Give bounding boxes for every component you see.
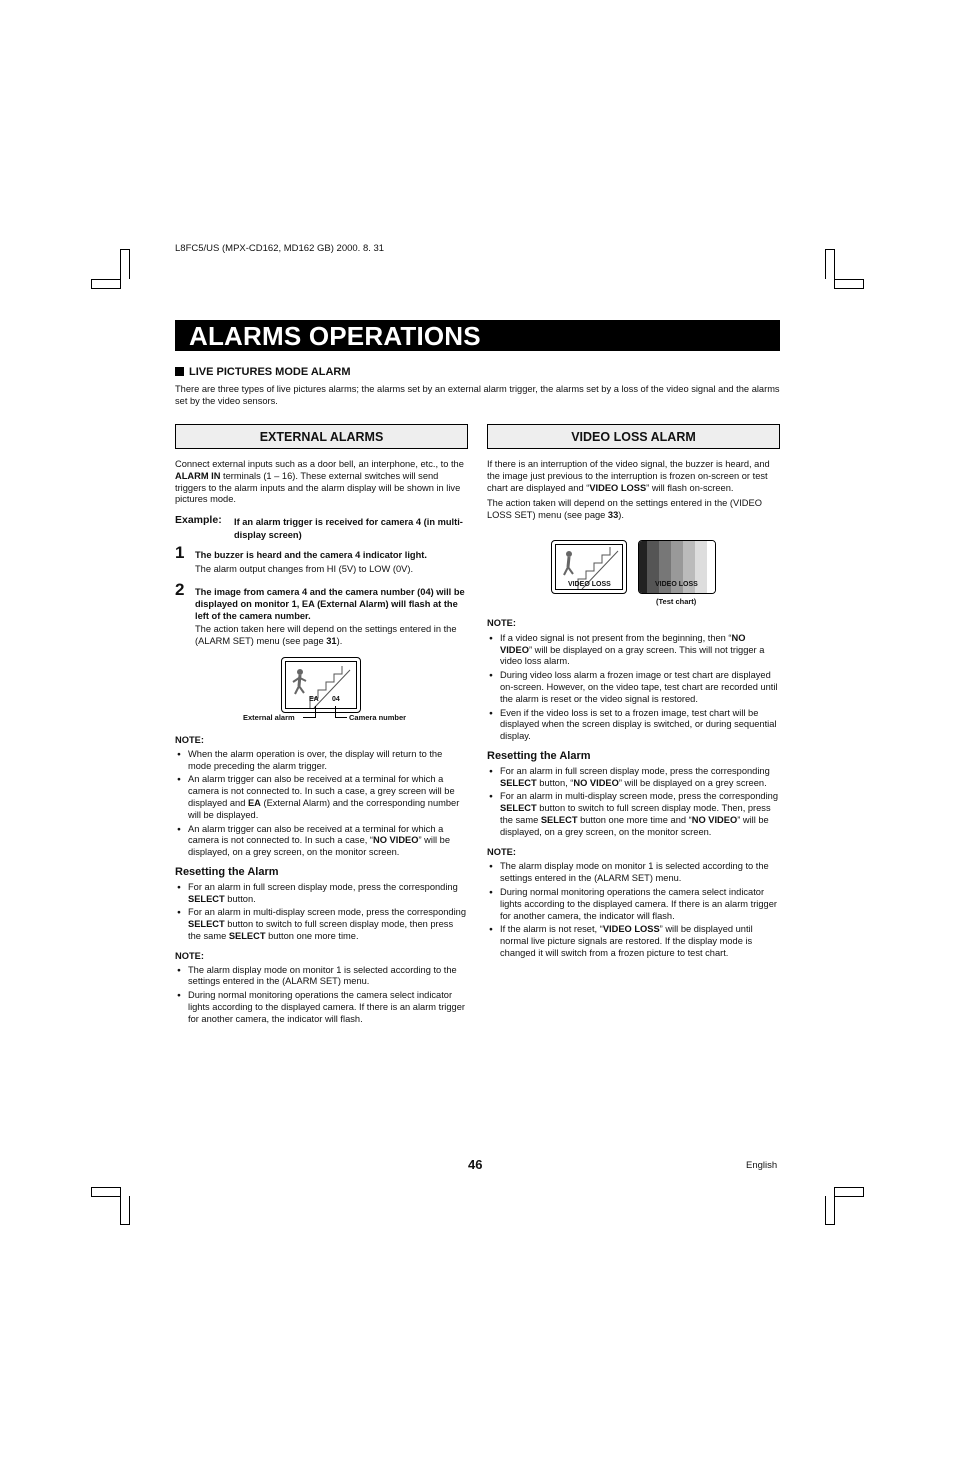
- crop-mark: [120, 1187, 121, 1225]
- crop-mark: [120, 1224, 130, 1225]
- step-1: [195, 550, 468, 576]
- crop-mark: [91, 288, 120, 289]
- example-text: If an alarm trigger is received for camera 4 (in multi-display screen): [234, 517, 463, 540]
- external-alarms-column: [175, 459, 468, 506]
- test-chart-figure: [638, 540, 716, 594]
- video-loss-settings: The action taken will depend on the settings entered in the (VIDEO LOSS SET) menu (see page 33).: [487, 498, 762, 521]
- page-number: 46: [468, 1157, 483, 1172]
- section-heading: LIVE PICTURES MODE ALARM: [175, 366, 351, 378]
- crop-mark: [129, 1196, 130, 1225]
- note-item: ● When the alarm operation is over, the display will return to the mode preceding the alarm trigger.: [175, 749, 468, 773]
- right-notes: [487, 618, 780, 962]
- reset-item: ● For an alarm in full screen display mode, press the corresponding SELECT button, “NO VIDEO” will be displayed on a grey screen.: [487, 766, 780, 790]
- crop-mark: [834, 1196, 864, 1197]
- step-2-title: The image from camera 4 and the camera number (04) will be displayed on monitor 1, EA (External Alarm) will flash at the left of the camera number.: [195, 587, 465, 621]
- video-loss-alarm-heading: VIDEO LOSS ALARM: [487, 424, 780, 449]
- note-item: ● If the alarm is not reset, “VIDEO LOSS” will be displayed until normal live picture signals are restored. If the display mode is changed it will switch from a frozen picture to test chart.: [487, 924, 780, 959]
- stairs-person-icon: [286, 662, 358, 710]
- note-item: ● The alarm display mode on monitor 1 is selected according to the settings entered in the (ALARM SET) menu.: [175, 965, 468, 989]
- language-label: English: [746, 1160, 778, 1171]
- video-loss-overlay: VIDEO LOSS: [568, 581, 611, 588]
- external-alarm-indicator: EA: [309, 696, 319, 703]
- frozen-image-figure: [551, 540, 627, 594]
- video-loss-column: [487, 459, 780, 522]
- crop-mark: [834, 1187, 864, 1188]
- note-label: NOTE:: [487, 618, 516, 628]
- crop-mark: [129, 249, 130, 279]
- step-1-title: The buzzer is heard and the camera 4 indicator light.: [195, 550, 427, 560]
- crop-mark: [825, 249, 826, 279]
- crop-mark: [834, 249, 835, 289]
- reset-item: ● For an alarm in full screen display mode, press the corresponding SELECT button.: [175, 882, 468, 906]
- note-item: ● During video loss alarm a frozen image or test chart are displayed on-screen. However, on the video tape, test chart are recorded until the alarm is reset or the video signal is restored.: [487, 670, 780, 705]
- external-alarm-label: External alarm: [243, 713, 295, 722]
- video-loss-overlay: VIDEO LOSS: [655, 581, 698, 588]
- square-bullet-icon: [175, 367, 184, 376]
- crop-mark: [863, 1187, 864, 1197]
- crop-mark: [834, 288, 864, 289]
- crop-mark: [91, 279, 120, 280]
- step-2: [195, 587, 468, 648]
- monitor-figure: [281, 657, 361, 713]
- example-block: [175, 514, 468, 540]
- note-item: ● If a video signal is not present from the beginning, then “NO VIDEO” will be displayed on a gray screen. This will not trigger a video loss alarm.: [487, 633, 780, 668]
- resetting-alarm-heading: Resetting the Alarm: [175, 865, 279, 878]
- crop-mark: [91, 1187, 92, 1197]
- video-loss-intro: If there is an interruption of the video signal, the buzzer is heard, and the image just previous to the interruption is frozen on-screen or test chart are displayed and “VIDEO LOSS” will flash on-screen.: [487, 459, 770, 493]
- monitor-screen: [285, 661, 357, 709]
- note-item: ● An alarm trigger can also be received at a terminal for which a camera is not connected to. In such a case, “NO VIDEO” will be displayed, on a grey screen, on the monitor screen.: [175, 824, 468, 859]
- callout-line: [303, 717, 316, 718]
- page-title: ALARMS OPERATIONS: [189, 321, 481, 351]
- left-notes: [175, 735, 468, 1028]
- note-label: NOTE:: [175, 950, 204, 961]
- camera-number-indicator: 04: [332, 696, 340, 703]
- reset-item: ● For an alarm in multi-display screen mode, press the corresponding SELECT button to switch to full screen display mode, then press the same SELECT button one more time.: [175, 907, 468, 942]
- resetting-alarm-heading: Resetting the Alarm: [487, 749, 591, 762]
- external-alarms-heading: EXTERNAL ALARMS: [175, 424, 468, 449]
- callout-line: [335, 717, 347, 718]
- note-item: ● An alarm trigger can also be received at a terminal for which a camera is not connected to. In such a case, a grey screen will be displayed and EA (External Alarm) and the corresponding number will be displayed.: [175, 774, 468, 821]
- note-item: ● During normal monitoring operations the camera select indicator lights according to the displayed camera. If there is an alarm trigger for another camera, the indicator will flash.: [175, 990, 468, 1025]
- step-1-text: The alarm output changes from HI (5V) to LOW (0V).: [195, 563, 414, 574]
- step-2-number: 2: [175, 580, 185, 599]
- crop-mark: [91, 1187, 120, 1188]
- page-title-bar: [175, 320, 780, 351]
- note-item: ● During normal monitoring operations the camera select indicator lights according to the displayed camera. If there is an alarm trigger for another camera, the indicator will flash.: [487, 887, 780, 922]
- crop-mark: [91, 1196, 120, 1197]
- step-2-text: The action taken here will depend on the settings entered in the (ALARM SET) menu (see page 31).: [195, 624, 457, 647]
- crop-mark: [120, 249, 130, 250]
- note-label: NOTE:: [487, 846, 516, 857]
- note-item: ● Even if the video loss is set to a frozen image, test chart will be displayed when the screen display is switched, or during sequential display.: [487, 708, 780, 743]
- crop-mark: [120, 249, 121, 289]
- test-chart-caption: (Test chart): [656, 597, 697, 606]
- camera-number-label: Camera number: [349, 713, 407, 722]
- step-1-number: 1: [175, 543, 185, 562]
- crop-mark: [863, 279, 864, 289]
- reset-item: ● For an alarm in multi-display screen mode, press the corresponding SELECT button to switch to full screen display mode. Then, press the same SELECT button one more time and “NO VIDEO” will be displayed, on a grey screen, on the monitor screen.: [487, 791, 780, 838]
- crop-mark: [834, 1187, 835, 1225]
- crop-mark: [825, 1196, 826, 1225]
- note-label: NOTE:: [175, 735, 204, 745]
- section-intro: There are three types of live pictures alarms; the alarms set by an external alarm trigger, the alarms set by a loss of the video signal and the alarms set by the video sensors.: [175, 384, 780, 406]
- crop-mark: [825, 1224, 835, 1225]
- crop-mark: [834, 279, 864, 280]
- example-label: Example:: [175, 514, 222, 526]
- crop-mark: [91, 279, 92, 289]
- note-item: ● The alarm display mode on monitor 1 is selected according to the settings entered in the (ALARM SET) menu.: [487, 861, 780, 885]
- document-code: L8FC5/US (MPX-CD162, MD162 GB) 2000. 8. 31: [175, 243, 385, 254]
- external-alarms-intro: Connect external inputs such as a door bell, an interphone, etc., to the ALARM IN terminals (1 – 16). These external switches will send triggers to the alarm inputs and the alarm display will be shown in live pictures mode.: [175, 459, 464, 505]
